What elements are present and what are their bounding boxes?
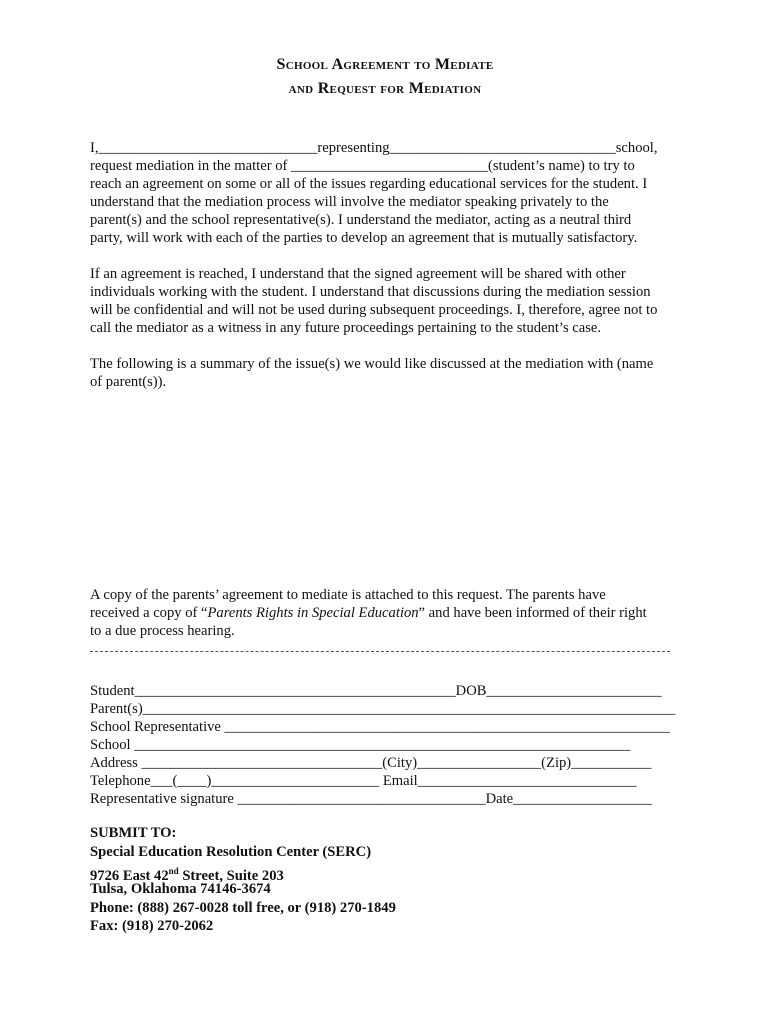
submit-heading: SUBMIT TO:	[90, 825, 177, 841]
copy-line-2	[90, 604, 647, 622]
submit-org: Special Education Resolution Center (SERC)	[90, 844, 372, 860]
form-title-line-1	[0, 56, 770, 74]
intro-line-5: parent(s) and the school representative(s). I understand the mediator, acting as a neutral third	[90, 212, 632, 228]
agreement-line-2: individuals working with the student. I understand that discussions during the mediation session	[90, 284, 651, 300]
student-dob-field[interactable]: Student____________________________________________DOB________________________	[90, 683, 662, 699]
title-line-2: and Request for Mediation	[288, 80, 482, 97]
address-field[interactable]: Address _________________________________(City)_________________(Zip)___________	[90, 755, 652, 771]
intro-line-2[interactable]: request mediation in the matter of ___________________________(student’s name) to try to	[90, 158, 635, 174]
copy-line-3: to a due process hearing.	[90, 623, 235, 639]
street-sup: nd	[168, 866, 179, 876]
intro-line-4: understand that the mediation process will involve the mediator speaking privately to the	[90, 194, 609, 210]
agreement-line-3: will be confidential and will not be used during subsequent proceedings. I, therefore, agree not to	[90, 302, 658, 318]
submit-city: Tulsa, Oklahoma 74146-3674	[90, 881, 271, 897]
agreement-line-4: call the mediator as a witness in any future proceedings pertaining to the student’s case.	[90, 320, 602, 336]
intro-line-6: party, will work with each of the parties to develop an agreement that is mutually satisfactory.	[90, 230, 638, 246]
copy-line-1: A copy of the parents’ agreement to mediate is attached to this request. The parents have	[90, 587, 606, 603]
dashed-divider	[90, 651, 670, 652]
parents-field[interactable]: Parent(s)_________________________________________________________________________	[90, 701, 676, 717]
street-pre: 9726 East 42	[90, 867, 169, 884]
submit-phone: Phone: (888) 267-0028 toll free, or (918) 270-1849	[90, 900, 396, 916]
copy-line-2-italic: Parents Rights in Special Education	[207, 605, 419, 621]
copy-line-2-post: ” and have been informed of their right	[418, 605, 647, 621]
title-line-1: School Agreement to Mediate	[276, 56, 494, 73]
submit-fax: Fax: (918) 270-2062	[90, 918, 214, 934]
summary-line-2: of parent(s)).	[90, 374, 167, 390]
signature-date-field[interactable]: Representative signature __________________________________Date___________________	[90, 791, 652, 807]
agreement-line-1: If an agreement is reached, I understand that the signed agreement will be shared with other	[90, 266, 626, 282]
form-title-line-2	[0, 80, 770, 98]
summary-writing-area[interactable]	[90, 395, 680, 575]
school-representative-field[interactable]: School Representative _____________________________________________________________	[90, 719, 670, 735]
street-post: Street, Suite 203	[178, 867, 284, 884]
intro-line-1[interactable]: I,______________________________representing_______________________________school,	[90, 140, 658, 156]
school-field[interactable]: School ____________________________________________________________________	[90, 737, 631, 753]
intro-line-3: reach an agreement on some or all of the issues regarding educational services for the student. I	[90, 176, 648, 192]
copy-line-2-pre: received a copy of “	[90, 605, 208, 621]
summary-line-1: The following is a summary of the issue(s) we would like discussed at the mediation with (name	[90, 356, 654, 372]
telephone-email-field[interactable]: Telephone___(____)_______________________ Email______________________________	[90, 773, 637, 789]
